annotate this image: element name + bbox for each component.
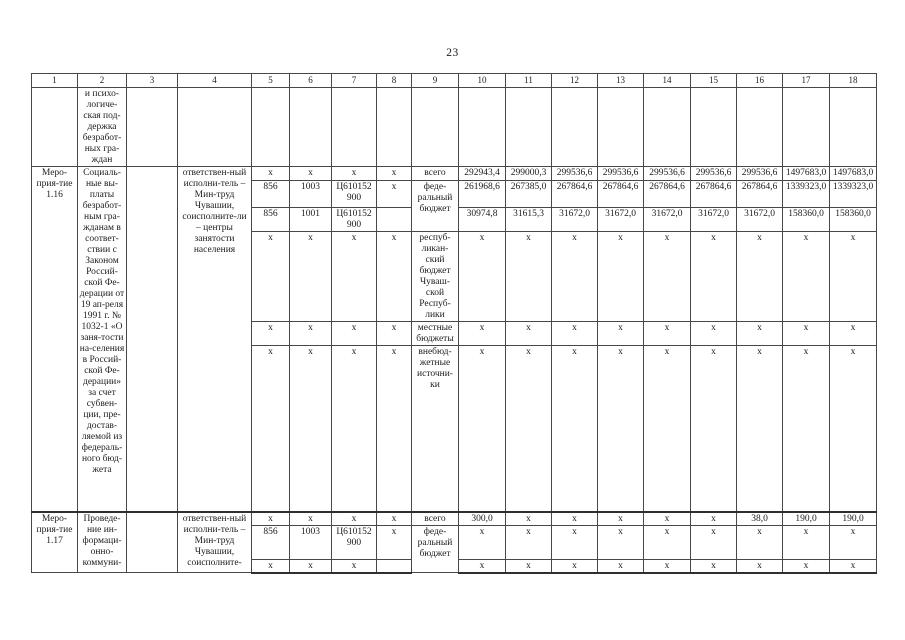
table-cell: 30974,8 bbox=[459, 208, 506, 232]
column-header: 4 bbox=[178, 74, 252, 88]
funding-source-total: всего bbox=[412, 167, 459, 181]
table-cell: 190,0 bbox=[830, 512, 877, 526]
table-cell: х bbox=[252, 167, 290, 181]
table-cell: 856 bbox=[252, 525, 290, 559]
table-cell bbox=[290, 88, 332, 167]
column-header: 10 bbox=[459, 74, 506, 88]
column-header: 16 bbox=[737, 74, 783, 88]
table-cell: х bbox=[332, 322, 377, 346]
table-cell: х bbox=[598, 512, 644, 526]
page-number: 23 bbox=[446, 47, 459, 59]
table-cell: х bbox=[783, 346, 830, 512]
table-cell: х bbox=[737, 322, 783, 346]
table-cell bbox=[377, 208, 412, 232]
column-header: 13 bbox=[598, 74, 644, 88]
table-cell bbox=[691, 88, 737, 167]
table-cell: 300,0 bbox=[459, 512, 506, 526]
table-cell bbox=[127, 88, 178, 167]
table-cell: х bbox=[252, 559, 290, 573]
table-cell: 31672,0 bbox=[598, 208, 644, 232]
empty-cell bbox=[127, 167, 178, 512]
table-cell: х bbox=[377, 167, 412, 181]
funding-source-republican: респуб-ликан-ский бюджет Чуваш-ской Респуб-лики bbox=[412, 232, 459, 322]
table-cell: х bbox=[290, 232, 332, 322]
table-cell: х bbox=[332, 232, 377, 322]
table-cell: 261968,6 bbox=[459, 181, 506, 208]
table-cell bbox=[783, 88, 830, 167]
table-cell: 1497683,0 bbox=[830, 167, 877, 181]
table-cell: х bbox=[598, 525, 644, 559]
table-cell: х bbox=[252, 346, 290, 512]
table-cell: 31615,3 bbox=[506, 208, 552, 232]
table-cell: х bbox=[290, 346, 332, 512]
funding-source-extrabudget: внебюд-жетные источни-ки bbox=[412, 346, 459, 512]
table-cell: х bbox=[691, 322, 737, 346]
table-cell: х bbox=[644, 512, 691, 526]
table-cell: х bbox=[691, 512, 737, 526]
table-cell: х bbox=[377, 512, 412, 526]
column-header: 18 bbox=[830, 74, 877, 88]
budget-table-body bbox=[32, 74, 877, 573]
table-cell: х bbox=[691, 232, 737, 322]
table-cell: х bbox=[377, 525, 412, 559]
table-cell: 31672,0 bbox=[737, 208, 783, 232]
empty-cell bbox=[127, 512, 178, 573]
table-cell: х bbox=[783, 525, 830, 559]
table-cell: х bbox=[459, 525, 506, 559]
header-row bbox=[32, 74, 877, 88]
table-cell bbox=[332, 88, 377, 167]
table-cell: х bbox=[459, 346, 506, 512]
funding-source-total: всего bbox=[412, 512, 459, 526]
table-cell: 292943,4 bbox=[459, 167, 506, 181]
table-cell: х bbox=[332, 346, 377, 512]
table-cell: х bbox=[830, 559, 877, 573]
table-cell: х bbox=[691, 559, 737, 573]
table-cell: х bbox=[459, 322, 506, 346]
table-cell: х bbox=[737, 346, 783, 512]
table-cell: 267864,6 bbox=[598, 181, 644, 208]
column-header: 11 bbox=[506, 74, 552, 88]
table-cell: 299000,3 bbox=[506, 167, 552, 181]
table-cell: х bbox=[506, 512, 552, 526]
table-cell: 1339323,0 bbox=[830, 181, 877, 208]
table-cell: 158360,0 bbox=[783, 208, 830, 232]
table-cell: 1339323,0 bbox=[783, 181, 830, 208]
funding-source-local: местные бюджеты bbox=[412, 322, 459, 346]
table-cell: х bbox=[332, 167, 377, 181]
table-cell: х bbox=[252, 232, 290, 322]
table-cell: х bbox=[377, 322, 412, 346]
table-cell: 267864,6 bbox=[737, 181, 783, 208]
table-cell: 299536,6 bbox=[644, 167, 691, 181]
table-cell: х bbox=[332, 512, 377, 526]
event-1-17-executor: ответствен-ный исполни-тель – Мин-труд Чувашии, соисполните- bbox=[178, 512, 252, 573]
table-cell: х bbox=[377, 181, 412, 208]
table-cell: х bbox=[644, 525, 691, 559]
table-cell: Ц610152 900 bbox=[332, 208, 377, 232]
table-cell: 1001 bbox=[290, 208, 332, 232]
table-cell: 31672,0 bbox=[552, 208, 598, 232]
table-cell bbox=[552, 88, 598, 167]
table-cell: х bbox=[290, 322, 332, 346]
table-cell: х bbox=[598, 232, 644, 322]
table-cell: 1497683,0 bbox=[783, 167, 830, 181]
table-cell: х bbox=[290, 167, 332, 181]
event-1-16-executor: ответствен-ный исполни-тель – Мин-труд Чувашии, соисполните-ли – центры занятости населения bbox=[178, 167, 252, 512]
table-cell: 31672,0 bbox=[691, 208, 737, 232]
event-1-16-label: Меро-прия-тие 1.16 bbox=[32, 167, 78, 512]
table-cell: х bbox=[830, 346, 877, 512]
table-cell: 856 bbox=[252, 208, 290, 232]
column-header: 12 bbox=[552, 74, 598, 88]
table-cell: х bbox=[377, 232, 412, 322]
column-header: 3 bbox=[127, 74, 178, 88]
table-cell: х bbox=[459, 559, 506, 573]
column-header: 9 bbox=[412, 74, 459, 88]
table-cell: 31672,0 bbox=[644, 208, 691, 232]
table-cell: х bbox=[644, 322, 691, 346]
budget-table bbox=[31, 73, 877, 574]
table-cell: х bbox=[737, 525, 783, 559]
table-cell: х bbox=[459, 232, 506, 322]
column-header: 1 bbox=[32, 74, 78, 88]
table-cell bbox=[644, 88, 691, 167]
event-1-16-description: Социаль-ные вы-платы безработ-ным гра-жданам в соответ-ствии с Законом Россий-ской Фе-дерации от 19 ап-реля 1991 г. № 1032-1 «О заня-тости на-селения в Россий-ской Фе-дерации» за счет субвен-ции, пре-достав-ляемой из федераль-ного бюд-жета bbox=[78, 167, 127, 512]
table-cell: 299536,6 bbox=[552, 167, 598, 181]
table-cell: х bbox=[506, 232, 552, 322]
column-header: 8 bbox=[377, 74, 412, 88]
table-cell: х bbox=[691, 525, 737, 559]
table-cell: х bbox=[783, 559, 830, 573]
event-1-17-label: Меро-прия-тие 1.17 bbox=[32, 512, 78, 573]
table-cell: 856 bbox=[252, 181, 290, 208]
column-header: 7 bbox=[332, 74, 377, 88]
table-cell: х bbox=[737, 559, 783, 573]
carryover-row bbox=[32, 88, 877, 167]
table-cell: 299536,6 bbox=[598, 167, 644, 181]
column-header: 17 bbox=[783, 74, 830, 88]
table-cell: х bbox=[644, 559, 691, 573]
table-cell: х bbox=[830, 232, 877, 322]
table-cell: х bbox=[598, 322, 644, 346]
table-cell bbox=[598, 88, 644, 167]
carryover-description: и психо-логиче-ская под-держка безработ-ных гра-ждан bbox=[78, 88, 127, 167]
table-cell bbox=[178, 88, 252, 167]
table-cell bbox=[830, 88, 877, 167]
table-cell: 267864,6 bbox=[644, 181, 691, 208]
table-cell: х bbox=[506, 322, 552, 346]
column-header: 6 bbox=[290, 74, 332, 88]
table-cell: х bbox=[506, 346, 552, 512]
funding-source-federal: феде-ральный бюджет bbox=[412, 525, 459, 573]
table-cell bbox=[32, 88, 78, 167]
table-cell bbox=[506, 88, 552, 167]
table-cell: х bbox=[598, 346, 644, 512]
table-cell: х bbox=[290, 559, 332, 573]
table-cell: 1003 bbox=[290, 181, 332, 208]
table-cell bbox=[412, 88, 459, 167]
table-cell: х bbox=[644, 346, 691, 512]
table-cell: х bbox=[552, 346, 598, 512]
table-cell bbox=[737, 88, 783, 167]
table-cell: х bbox=[552, 512, 598, 526]
table-cell: 158360,0 bbox=[830, 208, 877, 232]
table-cell: х bbox=[552, 559, 598, 573]
table-cell: 267864,6 bbox=[552, 181, 598, 208]
event-1-17-total-row bbox=[32, 512, 877, 526]
table-cell: 267385,0 bbox=[506, 181, 552, 208]
table-cell bbox=[377, 88, 412, 167]
table-cell: Ц610152 900 bbox=[332, 181, 377, 208]
table-cell: х bbox=[830, 525, 877, 559]
table-cell bbox=[459, 88, 506, 167]
column-header: 14 bbox=[644, 74, 691, 88]
table-cell: х bbox=[598, 559, 644, 573]
table-cell: х bbox=[783, 322, 830, 346]
table-cell: Ц610152 900 bbox=[332, 525, 377, 559]
table-cell: х bbox=[552, 525, 598, 559]
funding-source-federal: феде-ральный бюджет bbox=[412, 181, 459, 232]
table-cell: х bbox=[506, 525, 552, 559]
table-cell bbox=[377, 559, 412, 573]
table-cell: х bbox=[783, 232, 830, 322]
table-cell: х bbox=[830, 322, 877, 346]
table-cell: 267864,6 bbox=[691, 181, 737, 208]
table-cell: х bbox=[377, 346, 412, 512]
table-cell: х bbox=[252, 512, 290, 526]
column-header: 5 bbox=[252, 74, 290, 88]
event-1-16-total-row bbox=[32, 167, 877, 181]
column-header: 15 bbox=[691, 74, 737, 88]
table-cell: 190,0 bbox=[783, 512, 830, 526]
table-cell: х bbox=[691, 346, 737, 512]
column-header: 2 bbox=[78, 74, 127, 88]
table-cell: х bbox=[644, 232, 691, 322]
table-cell: 299536,6 bbox=[691, 167, 737, 181]
table-cell: х bbox=[252, 322, 290, 346]
event-1-17-description: Проведе-ние ин-формаци-онно-коммуни- bbox=[78, 512, 127, 573]
table-cell: х bbox=[506, 559, 552, 573]
table-cell: х bbox=[737, 232, 783, 322]
table-cell: 299536,6 bbox=[737, 167, 783, 181]
table-cell: х bbox=[332, 559, 377, 573]
table-cell: х bbox=[552, 322, 598, 346]
table-cell bbox=[252, 88, 290, 167]
table-cell: х bbox=[290, 512, 332, 526]
table-cell: 38,0 bbox=[737, 512, 783, 526]
table-cell: 1003 bbox=[290, 525, 332, 559]
table-cell: х bbox=[552, 232, 598, 322]
